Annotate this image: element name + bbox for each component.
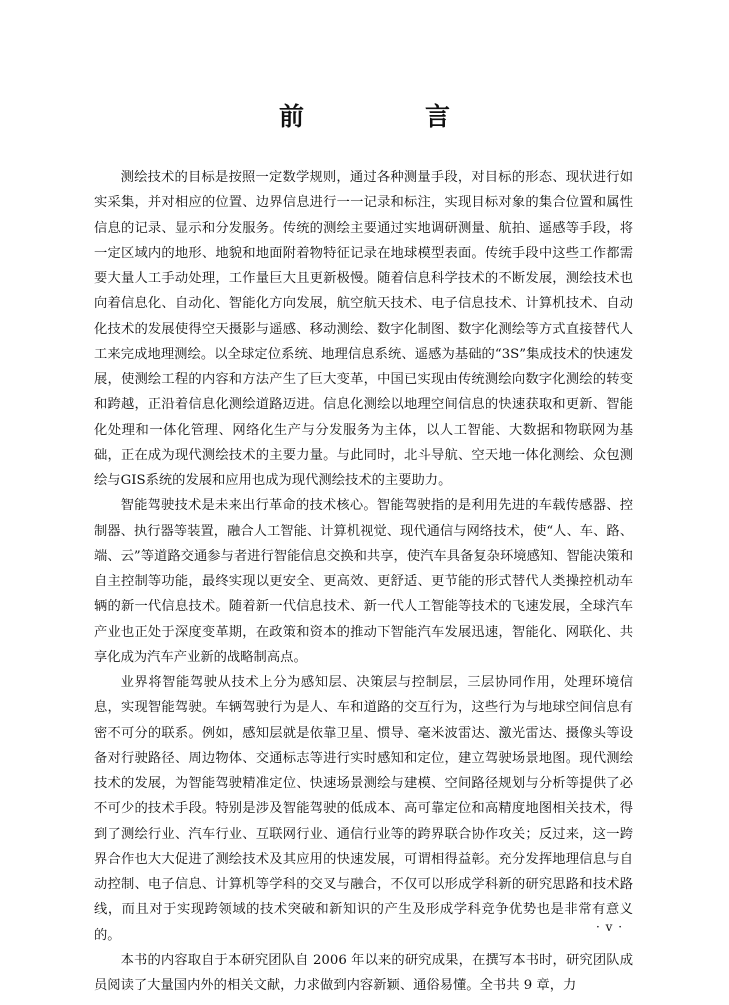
paragraph: 业界将智能驾驶从技术上分为感知层、决策层与控制层，三层协同作用，处理环境信息，实现智能驾驶。车辆驾驶行为是人、车和道路的交互行为，这些行为与地球空间信息有密不可分的联系。例如，感知层就是依靠卫星、惯导、毫米波雷达、激光雷达、摄像头等设备对行驶路径、周边物体、交通标志等进行实时感知和定位，建立驾驶场景地图。现代测绘技术的发展，为智能驾驶精准定位、快速场景测绘与建模、空间路径规划与分析等提供了必不可少的技术手段。特别是涉及智能驾驶的低成本、高可靠定位和高精度地图相关技术，得到了测绘行业、汽车行业、互联网行业、通信行业等的跨界联合协作攻关；反过来，这一跨界合作也大大促进了测绘技术及其应用的快速发展，可谓相得益彰。充分发挥地理信息与自动控制、电子信息、计算机等学科的交叉与融合，不仅可以形成学科新的研究思路和技术路线，而且对于实现跨领域的技术突破和新知识的产生及形成学科竞争优势也是非常有意义的。 — [94, 675, 633, 943]
body-text — [94, 165, 633, 998]
paragraph: 智能驾驶技术是未来出行革命的技术核心。智能驾驶指的是利用先进的车载传感器、控制器、执行器等装置，融合人工智能、计算机视觉、现代通信与网络技术，使“人、车、路、端、云”等道路交通参与者进行智能信息交换和共享，使汽车具备复杂环境感知、智能决策和自主控制等功能，最终实现以更安全、更高效、更舒适、更节能的形式替代人类操控机动车辆的新一代信息技术。随着新一代信息技术、新一代人工智能等技术的飞速发展，全球汽车产业也正处于深度变革期，在政策和资本的推动下智能汽车发展迅速，智能化、网联化、共享化成为汽车产业新的战略制高点。 — [94, 498, 633, 665]
paragraph: 测绘技术的目标是按照一定数学规则，通过各种测量手段，对目标的形态、现状进行如实采集，并对相应的位置、边界信息进行一一记录和标注，实现目标对象的集合位置和属性信息的记录、显示和分发服务。传统的测绘主要通过实地调研测量、航拍、遥感等手段，将一定区域内的地形、地貌和地面附着物特征记录在地球模型表面。传统手段中这些工作都需要大量人工手动处理，工作量巨大且更新极慢。随着信息科学技术的不断发展，测绘技术也向着信息化、自动化、智能化方向发展，航空航天技术、电子信息技术、计算机技术、自动化技术的发展使得空天摄影与遥感、移动测绘、数字化制图、数字化测绘等方式直接替代人工来完成地理测绘。以全球定位系统、地理信息系统、遥感为基础的“3S”集成技术的快速发展，使测绘工程的内容和方法产生了巨大变革，中国已实现由传统测绘向数字化测绘的转变和跨越，正沿着信息化测绘道路迈进。信息化测绘以地理空间信息的快速获取和更新、智能化处理和一体化管理、网络化生产与分发服务为主体，以人工智能、大数据和物联网为基础，正在成为现代测绘技术的主要力量。与此同时，北斗导航、空天地一体化测绘、众包测绘与GIS系统的发展和应用也成为现代测绘技术的主要助力。 — [94, 170, 633, 488]
page-number: · v · — [596, 920, 624, 934]
page-title: 前 言 — [278, 102, 498, 131]
paragraph: 本书的内容取自于本研究团队自 2006 年以来的研究成果，在撰写本书时，研究团队成员阅读了大量国内外的相关文献，力求做到内容新颖、通俗易懂。全书共 9 章，力 — [94, 952, 633, 993]
